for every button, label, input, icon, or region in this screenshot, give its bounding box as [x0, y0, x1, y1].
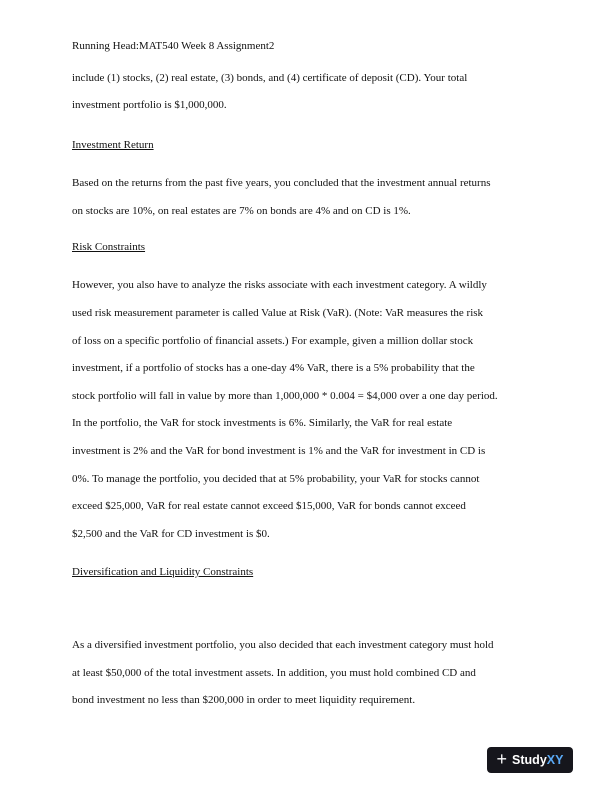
investment-return-line-2: on stocks are 10%, on real estates are 7% on bonds are 4% and on CD is 1%. — [72, 205, 411, 217]
risk-line: $2,500 and the VaR for CD investment is $0. — [72, 528, 270, 540]
risk-line: of loss on a specific portfolio of financial assets.) For example, given a million dollar stock — [72, 335, 474, 347]
intro-line-1: include (1) stocks, (2) real estate, (3) bonds, and (4) certificate of deposit (CD). Your total — [72, 72, 468, 84]
section-heading-risk-constraints: Risk Constraints — [72, 241, 146, 253]
risk-line: 0%. To manage the portfolio, you decided that at 5% probability, your VaR for stocks cannot — [72, 473, 480, 485]
section-heading-investment-return: Investment Return — [72, 139, 154, 151]
risk-line: exceed $25,000, VaR for real estate cannot exceed $15,000, VaR for bonds cannot exceed — [72, 500, 466, 512]
risk-line: investment is 2% and the VaR for bond investment is 1% and the VaR for investment in CD is — [72, 445, 486, 457]
risk-line: used risk measurement parameter is called Value at Risk (VaR). (Note: VaR measures the risk — [72, 307, 484, 319]
investment-return-line-1: Based on the returns from the past five years, you concluded that the investment annual returns — [72, 177, 491, 189]
section-heading-diversification: Diversification and Liquidity Constraints — [72, 566, 254, 578]
brand-name-suffix: XY — [546, 753, 564, 767]
diversification-line: bond investment no less than $200,000 in order to meet liquidity requirement. — [72, 694, 416, 706]
intro-line-2: investment portfolio is $1,000,000. — [72, 99, 227, 111]
risk-line: However, you also have to analyze the risks associate with each investment category. A wildly — [72, 279, 487, 291]
diversification-line: As a diversified investment portfolio, you also decided that each investment category must hold — [72, 639, 494, 651]
diversification-line: at least $50,000 of the total investment assets. In addition, you must hold combined CD and — [72, 667, 476, 679]
plus-icon: + — [496, 749, 508, 769]
risk-line: In the portfolio, the VaR for stock investments is 6%. Similarly, the VaR for real estate — [72, 417, 453, 429]
brand-name-prefix: Study — [512, 753, 547, 767]
studyxy-watermark-badge — [487, 747, 573, 773]
risk-line: investment, if a portfolio of stocks has a one-day 4% VaR, there is a 5% probability that the — [72, 362, 475, 374]
risk-line: stock portfolio will fall in value by more than 1,000,000 * 0.004 = $4,000 over a one day period. — [72, 390, 498, 402]
running-head: Running Head:MAT540 Week 8 Assignment2 — [72, 40, 275, 52]
